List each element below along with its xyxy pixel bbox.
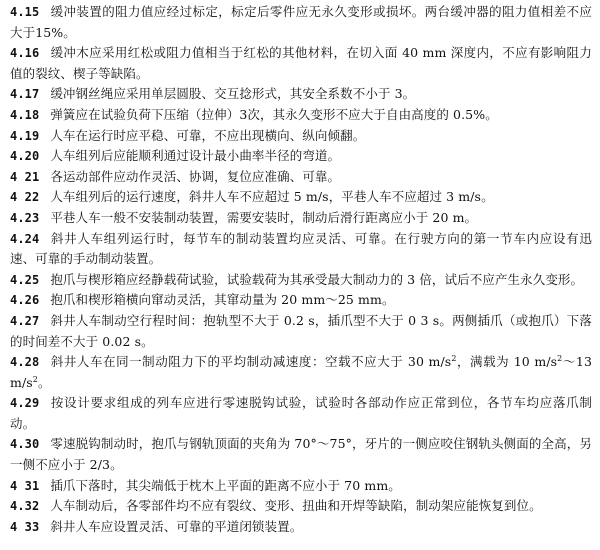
clause-text-c: ～13 m/s <box>10 354 592 390</box>
clause-number: 4.30 <box>10 437 40 452</box>
clause-number: 4.25 <box>10 272 40 287</box>
clause-4-26 <box>10 290 592 311</box>
clause-text: 人车制动后，各零部件均不应有裂纹、变形、扭曲和开焊等缺陷，制动架应能恢复到位。 <box>50 498 542 514</box>
clause-text-b: ，满载为 10 m/s <box>456 354 558 370</box>
clause-number: 4.20 <box>10 149 40 164</box>
clause-text: 斜井人车制动空行程时间：抱轨型不大于 0.2 s，插爪型不大于 0 3 s。两侧插爪（或抱爪）下落的时间差不大于 0.02 s。 <box>10 312 592 349</box>
clause-text: 人车在运行时应平稳、可靠，不应出现横向、纵向倾翻。 <box>50 127 366 143</box>
clause-text: 弹簧应在试验负荷下压缩（拉伸）3次，其永久变形不应大于自由高度的 0.5%。 <box>50 106 498 122</box>
clause-number: 4.28 <box>10 355 40 370</box>
clause-number: 4.19 <box>10 128 40 143</box>
clause-4-32 <box>10 496 592 517</box>
clause-number: 4 22 <box>10 190 40 205</box>
clause-text: 斜井人车应设置灵活、可靠的平道闭锁装置。 <box>50 518 303 534</box>
superscript-2: 2 <box>557 353 563 363</box>
clause-text: 各运动部件应动作灵活、协调，复位应准确、可靠。 <box>50 168 341 184</box>
clause-text: 人车组列后的运行速度，斜井人车不应超过 5 m/s，平巷人车不应超过 3 m/s。 <box>50 189 494 205</box>
clause-text: 缓冲木应采用红松或阻力值相当于红松的其他材料，在切入面 40 mm 深度内，不应有影响阻力值的裂纹、楔子等缺陷。 <box>10 45 592 81</box>
clause-number: 4.17 <box>10 87 40 102</box>
clause-text: 按设计要求组成的列车应进行零速脱钩试验，试验时各部动作应正常到位，各节车均应落爪制动。 <box>10 395 592 431</box>
clause-text: 缓冲钢丝绳应采用单层圆股、交互捻形式，其安全系数不小于 3。 <box>50 86 416 102</box>
clause-number: 4.32 <box>10 499 40 514</box>
clause-text: 人车组列后应能顺利通过设计最小曲率半径的弯道。 <box>50 148 341 164</box>
clause-number: 4.27 <box>10 313 40 328</box>
clause-4-27 <box>10 311 592 352</box>
superscript-2: 2 <box>451 353 457 363</box>
clause-number: 4.26 <box>10 293 40 308</box>
clause-text-a: 斜井人车在同一制动阻力下的平均制动减速度：空载不应大于 30 m/s <box>50 354 452 370</box>
clause-4-29 <box>10 393 592 434</box>
clause-4-21 <box>10 167 592 188</box>
clause-4-25 <box>10 270 592 291</box>
clause-text-d: 。 <box>37 374 51 390</box>
clause-4-28 <box>10 352 592 393</box>
clause-4-22 <box>10 187 592 208</box>
clause-number: 4.24 <box>10 231 40 246</box>
clause-text: 插爪下落时，其尖端低于枕木上平面的距离不应小于 70 mm。 <box>50 477 401 493</box>
clause-4-18 <box>10 105 592 126</box>
clause-number: 4 31 <box>10 478 40 493</box>
clause-text: 零速脱钩制动时，抱爪与钢轨顶面的夹角为 70°～75°，牙片的一侧应咬住钢轨头侧面的全高，另一侧不应小于 2/3。 <box>10 436 592 473</box>
clause-4-16 <box>10 43 592 84</box>
clause-number: 4.15 <box>10 5 40 19</box>
clause-4-31 <box>10 476 592 497</box>
clause-4-33 <box>10 517 592 538</box>
clause-4-23 <box>10 208 592 229</box>
clause-text: 斜井人车组列运行时，每节车的制动装置均应灵活、可靠。在行驶方向的第一节车内应设有迅速、可靠的手动制动装置。 <box>10 230 592 267</box>
clause-text: 抱爪与楔形箱应经静载荷试验，试验载荷为其承受最大制动力的 3 倍，试后不应产生永久变形。 <box>50 271 584 287</box>
clause-number: 4.16 <box>10 46 40 61</box>
clause-4-24 <box>10 229 592 270</box>
clause-number: 4 33 <box>10 519 40 534</box>
clause-number: 4 21 <box>10 169 40 184</box>
clause-4-30 <box>10 434 592 475</box>
clause-number: 4.23 <box>10 210 40 225</box>
clause-4-20 <box>10 146 592 167</box>
clause-4-19 <box>10 126 592 147</box>
superscript-2: 2 <box>32 374 38 384</box>
clause-text: 平巷人车一般不安装制动装置，需要安装时，制动后滑行距离应小于 20 m。 <box>50 209 478 225</box>
clause-text: 缓冲装置的阻力值应经过标定，标定后零件应无永久变形或损坏。两台缓冲器的阻力值相差不应大于15%。 <box>10 4 592 40</box>
clause-number: 4.29 <box>10 396 40 411</box>
clause-number: 4.18 <box>10 107 40 122</box>
clause-4-17 <box>10 84 592 105</box>
clause-text: 抱爪和楔形箱横向窜动灵活，其窜动量为 20 mm～25 mm。 <box>50 292 395 308</box>
clause-4-15 <box>10 2 592 43</box>
